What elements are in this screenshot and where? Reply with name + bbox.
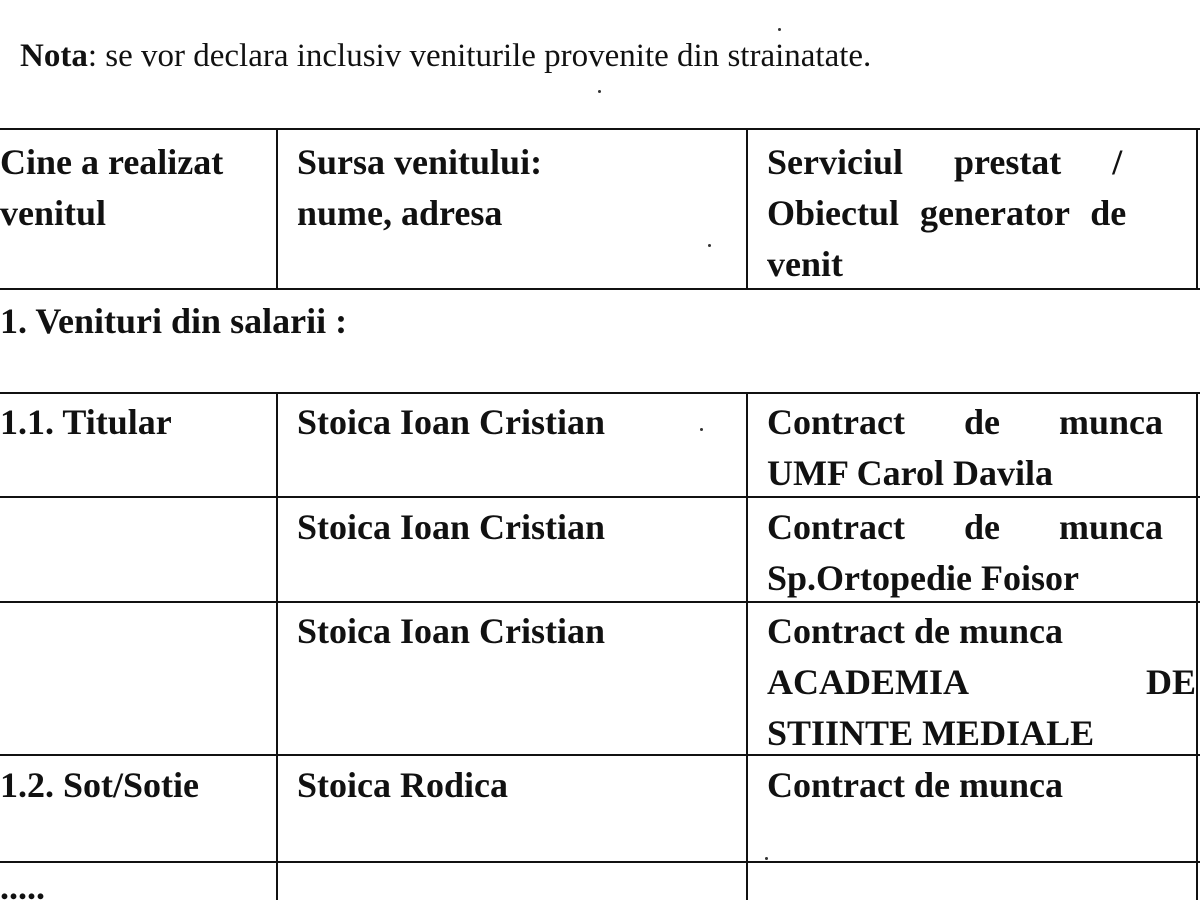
scan-speck	[708, 244, 711, 247]
row-4-source: Stoica Rodica	[297, 765, 508, 805]
section-bottom-border	[0, 392, 1200, 394]
row-2-source: Stoica Ioan Cristian	[297, 507, 606, 547]
row-4-service	[767, 760, 1063, 811]
scan-speck	[700, 428, 703, 431]
scan-speck	[778, 28, 781, 31]
header-who-line-1: Cine a realizat	[0, 142, 224, 182]
scan-speck	[598, 90, 601, 93]
row-1-service-line-2: UMF Carol Davila	[767, 453, 1053, 493]
col-border-3-header	[1196, 128, 1198, 290]
row-3-service	[767, 606, 1196, 759]
table-top-border	[0, 128, 1200, 130]
header-service-line-3: venit	[767, 244, 843, 284]
row-2-service-line-1: Contract de munca	[767, 507, 1163, 547]
row-3-service-line-2: ACADEMIA DE	[767, 662, 1197, 702]
header-source	[297, 137, 542, 239]
row-1-service-line-1: Contract de munca	[767, 402, 1163, 442]
col-border-3-body	[1196, 392, 1198, 900]
header-service-line-2: Obiectul generator de	[767, 193, 1127, 233]
header-source-line-2: nume, adresa	[297, 193, 503, 233]
note-line	[20, 34, 871, 78]
row-1-source: Stoica Ioan Cristian	[297, 402, 606, 442]
row-1-who: 1.1. Titular	[0, 402, 172, 442]
row-3-service-line-3: STIINTE MEDIALE	[767, 713, 1095, 753]
next-row-marker: .....	[0, 867, 45, 900]
col-border-2-header	[746, 128, 748, 290]
row-4-service-line-1: Contract de munca	[767, 765, 1063, 805]
row-3-source: Stoica Ioan Cristian	[297, 611, 606, 651]
header-who	[0, 137, 258, 239]
col-border-1-body	[276, 392, 278, 900]
row-4-who: 1.2. Sot/Sotie	[0, 765, 200, 805]
row-1-service	[767, 397, 1163, 499]
row-2-service	[767, 502, 1163, 604]
header-source-line-1: Sursa venitului:	[297, 142, 543, 182]
note-label: Nota	[20, 38, 88, 74]
header-who-line-2: venitul	[0, 193, 107, 233]
section-heading-salaries: 1. Venituri din salarii :	[0, 301, 348, 341]
col-border-1-header	[276, 128, 278, 290]
note-text: : se vor declara inclusiv veniturile provenite din strainatate.	[87, 38, 872, 74]
row-3-service-line-1: Contract de munca	[767, 611, 1063, 651]
col-border-2-body	[746, 392, 748, 900]
header-service-line-1: Serviciul prestat /	[767, 142, 1123, 182]
scan-speck	[765, 857, 768, 860]
row-2-service-line-2: Sp.Ortopedie Foisor	[767, 558, 1079, 598]
row-border-4	[0, 861, 1200, 863]
header-service	[767, 137, 1126, 290]
